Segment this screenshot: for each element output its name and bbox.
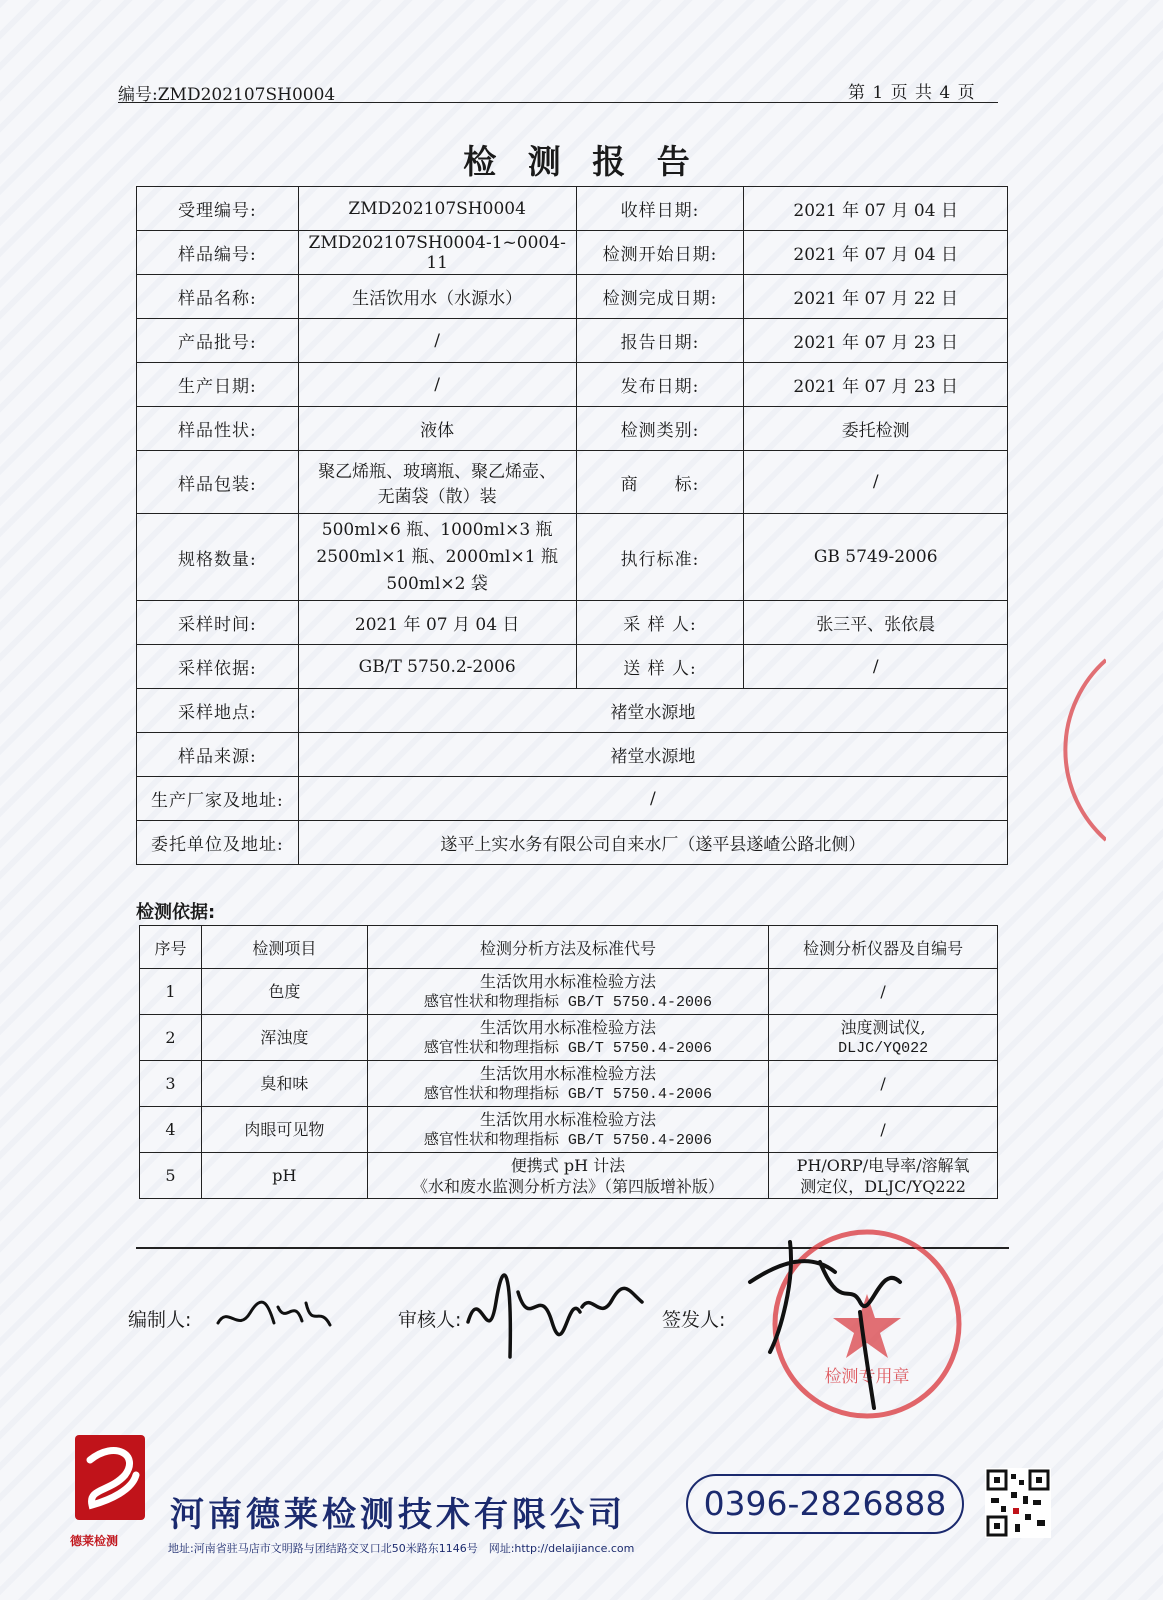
test-item: pH [201, 1153, 367, 1199]
method-line: 生活饮用水标准检验方法 [479, 1063, 656, 1083]
row-number: 1 [140, 969, 202, 1015]
instrument-line: 浊度测试仪, [840, 1017, 926, 1037]
test-method [367, 1153, 768, 1199]
field-label: 样品包装: [137, 451, 299, 514]
info-row [137, 689, 1008, 733]
field-label: 送 样 人: [576, 645, 744, 689]
field-label: 生产日期: [137, 363, 299, 407]
column-header: 检测分析仪器及自编号 [769, 926, 998, 969]
test-category: 委托检测 [744, 407, 1008, 451]
method-line: 《水和废水监测分析方法》（第四版增补版） [411, 1176, 724, 1196]
field-label: 采样时间: [137, 601, 299, 645]
column-header: 检测分析方法及标准代号 [367, 926, 768, 969]
info-row [137, 231, 1008, 275]
info-row [137, 319, 1008, 363]
table-row [140, 969, 998, 1015]
spec-line: 500ml×2 袋 [386, 573, 488, 594]
field-label: 检测类别: [576, 407, 744, 451]
company-name: 河南德莱检测技术有限公司 [170, 1495, 626, 1535]
svg-text:检测专用章: 检测专用章 [824, 1367, 910, 1387]
method-table [139, 925, 998, 1199]
method-line: 生活饮用水标准检验方法 [479, 1109, 656, 1129]
client: 遂平上实水务有限公司自来水厂（遂平县遂嵖公路北侧） [298, 821, 1007, 865]
start-date: 2021 年 07 月 04 日 [744, 231, 1008, 275]
sender: / [744, 645, 1008, 689]
instrument [769, 1107, 998, 1153]
instrument-line: / [880, 1120, 886, 1139]
row-number: 2 [140, 1015, 202, 1061]
table-row [140, 1015, 998, 1061]
field-label: 商 标: [576, 451, 744, 514]
table-row [140, 1107, 998, 1153]
method-line: 感官性状和物理指标 GB/T 5750.4-2006 [423, 1085, 712, 1103]
test-item: 肉眼可见物 [201, 1107, 367, 1153]
instrument [769, 1153, 998, 1199]
logo-text: 德莱检测 [70, 1534, 119, 1548]
package-line: 聚乙烯瓶、玻璃瓶、聚乙烯壶、 [318, 462, 557, 482]
row-number: 5 [140, 1153, 202, 1199]
test-item: 色度 [201, 969, 367, 1015]
field-label: 收样日期: [576, 187, 744, 231]
field-label: 委托单位及地址: [137, 821, 299, 865]
page-indicator: 第 1 页 共 4 页 [848, 83, 976, 103]
field-label: 样品来源: [137, 733, 299, 777]
test-method [367, 1061, 768, 1107]
test-method [367, 1015, 768, 1061]
field-label: 规格数量: [137, 514, 299, 601]
info-row [137, 777, 1008, 821]
info-row [137, 733, 1008, 777]
field-label: 样品编号: [137, 231, 299, 275]
reviewer-label: 审核人: [398, 1309, 462, 1331]
spec-line: 500ml×6 瓶、1000ml×3 瓶 [321, 519, 553, 540]
sampler: 张三平、张依晨 [744, 601, 1008, 645]
column-header: 序号 [140, 926, 202, 969]
instrument-line: PH/ORP/电导率/溶解氧 [796, 1155, 970, 1175]
basis-section-title: 检测依据: [136, 902, 216, 923]
spec-line: 2500ml×1 瓶、2000ml×1 瓶 [316, 546, 558, 567]
info-row [137, 451, 1008, 514]
field-label: 样品性状: [137, 407, 299, 451]
instrument-line: 测定仪，DLJC/YQ222 [800, 1176, 966, 1196]
field-label: 检测开始日期: [576, 231, 744, 275]
spec-quantity [298, 514, 576, 601]
sample-package [298, 451, 576, 514]
sample-info-table [136, 186, 1008, 865]
production-date: / [298, 363, 576, 407]
issuer-label: 签发人: [662, 1309, 726, 1331]
info-row [137, 187, 1008, 231]
instrument [769, 1061, 998, 1107]
header-rule [118, 102, 998, 103]
company-address: 地址:河南省驻马店市文明路与团结路交叉口北50米路东1146号 网址:http://delaijiance.com [168, 1542, 635, 1555]
report-date: 2021 年 07 月 23 日 [744, 319, 1008, 363]
sample-source: 褚堂水源地 [298, 733, 1007, 777]
execution-standard: GB 5749-2006 [744, 514, 1008, 601]
brand: / [744, 451, 1008, 514]
table-row [140, 1153, 998, 1199]
issuer-signature [740, 1222, 910, 1412]
test-method [367, 1107, 768, 1153]
instrument [769, 1015, 998, 1061]
info-row [137, 601, 1008, 645]
instrument [769, 969, 998, 1015]
method-line: 便携式 pH 计法 [510, 1155, 626, 1175]
sampling-basis: GB/T 5750.2-2006 [298, 645, 576, 689]
manufacturer: / [298, 777, 1007, 821]
side-seal [1062, 650, 1106, 850]
method-line: 生活饮用水标准检验方法 [479, 1017, 656, 1037]
phone-number: 0396-2826888 [686, 1474, 964, 1534]
method-header-row [140, 926, 998, 969]
field-label: 产品批号: [137, 319, 299, 363]
reviewer-signature [460, 1262, 650, 1372]
package-line: 无菌袋（散）装 [377, 487, 497, 507]
sample-number: ZMD202107SH0004-1~0004-11 [298, 231, 576, 275]
info-row [137, 821, 1008, 865]
company-logo-icon [70, 1430, 150, 1525]
qr-code-icon [985, 1468, 1051, 1538]
issue-date: 2021 年 07 月 23 日 [744, 363, 1008, 407]
column-header: 检测项目 [201, 926, 367, 969]
field-label: 采样地点: [137, 689, 299, 733]
field-label: 生产厂家及地址: [137, 777, 299, 821]
instrument-line: / [880, 1074, 886, 1093]
field-label: 受理编号: [137, 187, 299, 231]
method-line: 感官性状和物理指标 GB/T 5750.4-2006 [423, 993, 712, 1011]
info-row [137, 407, 1008, 451]
table-row [140, 1061, 998, 1107]
field-label: 报告日期: [576, 319, 744, 363]
report-title: 检 测 报 告 [463, 142, 700, 181]
row-number: 3 [140, 1061, 202, 1107]
method-line: 生活饮用水标准检验方法 [479, 971, 656, 991]
field-label: 采样依据: [137, 645, 299, 689]
receive-date: 2021 年 07 月 04 日 [744, 187, 1008, 231]
sampling-time: 2021 年 07 月 04 日 [298, 601, 576, 645]
field-label: 采 样 人: [576, 601, 744, 645]
row-number: 4 [140, 1107, 202, 1153]
editor-label: 编制人: [128, 1309, 192, 1331]
sample-name: 生活饮用水（水源水） [298, 275, 576, 319]
instrument-line: DLJC/YQ022 [838, 1039, 929, 1057]
test-item: 臭和味 [201, 1061, 367, 1107]
report-number: 编号:ZMD202107SH0004 [118, 85, 336, 105]
info-row [137, 514, 1008, 601]
end-date: 2021 年 07 月 22 日 [744, 275, 1008, 319]
field-label: 检测完成日期: [576, 275, 744, 319]
method-line: 感官性状和物理指标 GB/T 5750.4-2006 [423, 1039, 712, 1057]
field-label: 样品名称: [137, 275, 299, 319]
info-row [137, 363, 1008, 407]
test-item: 浑浊度 [201, 1015, 367, 1061]
info-row [137, 275, 1008, 319]
editor-signature [208, 1285, 338, 1345]
method-line: 感官性状和物理指标 GB/T 5750.4-2006 [423, 1131, 712, 1149]
test-method [367, 969, 768, 1015]
accept-number: ZMD202107SH0004 [298, 187, 576, 231]
instrument-line: / [880, 982, 886, 1001]
sampling-place: 褚堂水源地 [298, 689, 1007, 733]
batch-number: / [298, 319, 576, 363]
field-label: 发布日期: [576, 363, 744, 407]
sample-state: 液体 [298, 407, 576, 451]
info-row [137, 645, 1008, 689]
field-label: 执行标准: [576, 514, 744, 601]
